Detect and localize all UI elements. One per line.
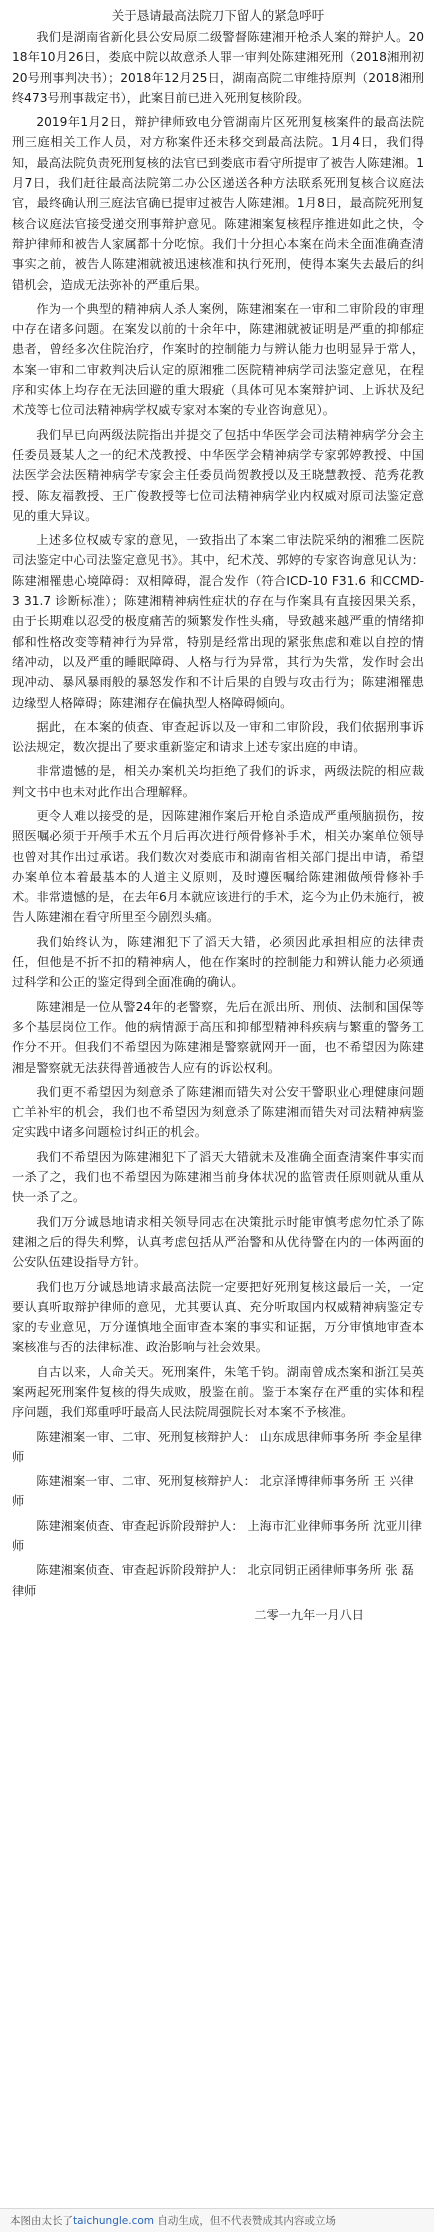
signature-line: 陈建湘案一审、二审、死刑复核辩护人： 山东成思律师事务所 李金星律师 [12,1429,422,1464]
signature-line: 陈建湘案一审、二审、死刑复核辩护人： 北京泽博律师事务所 王 兴律师 [12,1474,414,1509]
paragraph: 我们也万分诚恳地请求最高法院一定要把好死刑复核这最后一关，一定要认真听取辩护律师的意见，尤其要认真、充分听取国内权威精神病鉴定专家的专业意见，万分谨慎地全面审查本案的事实和证据，万分审慎地审查本案核准与否的法律标准、政治影响与社会效果。 [12,1279,424,1355]
paragraph: 我们更不希望因为刻意杀了陈建湘而错失对公安干警职业心理健康问题亡羊补牢的机会，我们也不希望因为刻意杀了陈建湘而错失对司法精神病鉴定实践中诸多问题检讨纠正的机会。 [12,1084,424,1140]
generator-footer [0,2208,434,2232]
paragraph: 上述多位权威专家的意见，一致指出了本案二审法院采纳的湘雅二医院司法鉴定中心司法鉴定意见书》。其中，纪术茂、郭婷的专家咨询意见认为：陈建湘罹患心境障碍：双相障碍，混合发作（符合ICD-10 F31.6 和CCMD-3 31.7 诊断标准）；陈建湘精神病性症状的存在与作案具有直接因果关系，由于长期难以忍受的极度痛苦的频繁发作性头痛，导致越来越严重的情绪抑郁和性格改变等精神行为异常，特别是经常出现的紧张焦虑和难以自控的情绪冲动，以及严重的睡眠障碍、人格与行为异常，其行为失常，发作时会出现冲动、暴风暴雨般的暴怒发作和不计后果的自毁与攻击行为；陈建湘罹患边缘型人格障碍；陈建湘存在偏执型人格障碍倾向。 [12,533,424,710]
signature-line: 陈建湘案侦查、审查起诉阶段辩护人： 上海市汇业律师事务所 沈亚川律师 [12,1518,422,1554]
document-title: 关于恳请最高法院刀下留人的紧急呼吁 [111,8,325,23]
paragraph: 自古以来，人命关天。死刑案件，朱笔千钧。湖南曾成杰案和浙江吴英案两起死刑案件复核的得失成败，殷鉴在前。鉴于本案存在严重的实体和程序问题，我们郑重呼吁最高人民法院周强院长对本案不予核准。 [12,1364,424,1420]
footer-link[interactable]: taichungle.com [73,2215,155,2227]
paragraph: 我们早已向两级法院指出并提交了包括中华医学会司法精神病学分会主任委员聂某人之一的纪术茂教授、中华医学会精神病学专家郭婷教授、中国法医学会法医精神病学专家会主任委员尚贺教授以及王晓慧教授、范秀花教授、陈友福教授、王广俊教授等七位司法精神病学业内权威对原司法鉴定意见的重大异议。 [12,427,424,523]
paragraph: 我们是湖南省新化县公安局原二级警督陈建湘开枪杀人案的辩护人。2018年10月26日，娄底中院以故意杀人罪一审判处陈建湘死刑（2018湘刑初20号刑事判决书）；2018年12月25日，湖南高院二审维持原判（2018湘刑终473号刑事裁定书），此案目前已进入死刑复核阶段。 [12,30,424,105]
paragraph: 2019年1月2日，辩护律师致电分管湖南片区死刑复核案件的最高法院刑三庭相关工作人员，对方称案件还未移交到最高法院。1月4日，我们得知，最高法院负责死刑复核的法官已到娄底市看守所提审了被告人陈建湘。1月7日，我们赶往最高法院第二办公区递送各种方法联系死刑复核合议庭法官，最终确认刑三庭法官确已提审过被告人陈建湘。1月8日，最高院死刑复核合议庭法官接受递交刑事辩护意见。陈建湘案复核程序推进如此之快，令辩护律师和被告人家属都十分吃惊。我们十分担心本案在尚未全面准确查清事实之前，被告人陈建湘就被迅速核准和执行死刑，使得本案失去最后的纠错机会，造成无法弥补的严重后果。 [12,115,424,292]
paragraph: 据此，在本案的侦查、审查起诉以及一审和二审阶段，我们依据刑事诉讼法规定，数次提出了要求重新鉴定和请求上述专家出庭的申请。 [12,719,424,755]
paragraph: 非常遗憾的是，相关办案机关均拒绝了我们的诉求，两级法院的相应裁判文书中也未对此作出合理解释。 [12,764,424,799]
paragraph: 我们万分诚恳地请求相关领导同志在决策批示时能审慎考虑勿忙杀了陈建湘之后的得失利弊，认真考虑包括从严治警和从优待警在内的一体两面的公安队伍建设指导方针。 [12,1214,424,1270]
paragraph: 陈建湘是一位从警24年的老警察，先后在派出所、刑侦、法制和国保等多个基层岗位工作。他的病情源于高压和抑郁型精神科疾病与繁重的警务工作分不开。但我们不希望因为陈建湘是警察就网开一面，也不希望因为陈建湘是警察就无法获得普通被告人应有的诉讼权利。 [12,999,424,1075]
paragraph: 更令人难以接受的是，因陈建湘作案后开枪自杀造成严重颅脑损伤，按照医嘱必须于开颅手术五个月后再次进行颅骨修补手术，相关办案单位领导也曾对其作出过承诺。我们数次对娄底市和湖南省相关部门提出申请，希望办案单位本着最基本的人道主义原则，及时遵医嘱给陈建湘做颅骨修补手术。非常遗憾的是，在去年6月本就应该进行的手术，迄今为止仍未施行，被告人陈建湘在看守所里至今剧烈头痛。 [12,808,424,925]
footer-suffix: 自动生成，但不代表赞成其内容或立场 [154,2215,336,2227]
footer-prefix: 本图由太长了 [10,2215,73,2227]
paragraph: 作为一个典型的精神病人杀人案例，陈建湘案在一审和二审阶段的审理中存在诸多问题。在案发以前的十余年中，陈建湘就被证明是严重的抑郁症患者，曾经多次住院治疗，作案时的控制能力与辨认能力也明显异于常人，本案一审和二审救判决后认定的原湘雅二医院精神病学司法鉴定意见，在程序和实体上均存在无法回避的重大瑕疵（具体可见本案辩护词、上诉状及纪术茂等七位司法精神病学权威专家对本案的专业咨询意见）。 [12,301,424,418]
document-date: 二零一九年一月八日 [254,1607,364,1622]
signature-line: 陈建湘案侦查、审查起诉阶段辩护人： 北京同钥正函律师事务所 张 磊律师 [12,1563,414,1598]
paragraph: 我们不希望因为陈建湘犯下了滔天大错就未及准确全面查清案件事实而一杀了之，我们也不希望因为陈建湘当前身体状况的监管责任原则就从重从快一杀了之。 [12,1149,424,1205]
paragraph: 我们始终认为，陈建湘犯下了滔天大错，必须因此承担相应的法律责任，但他是不折不扣的精神病人，他在作案时的控制能力和辨认能力必须通过科学和公正的鉴定得到全面准确的确认。 [12,934,424,990]
